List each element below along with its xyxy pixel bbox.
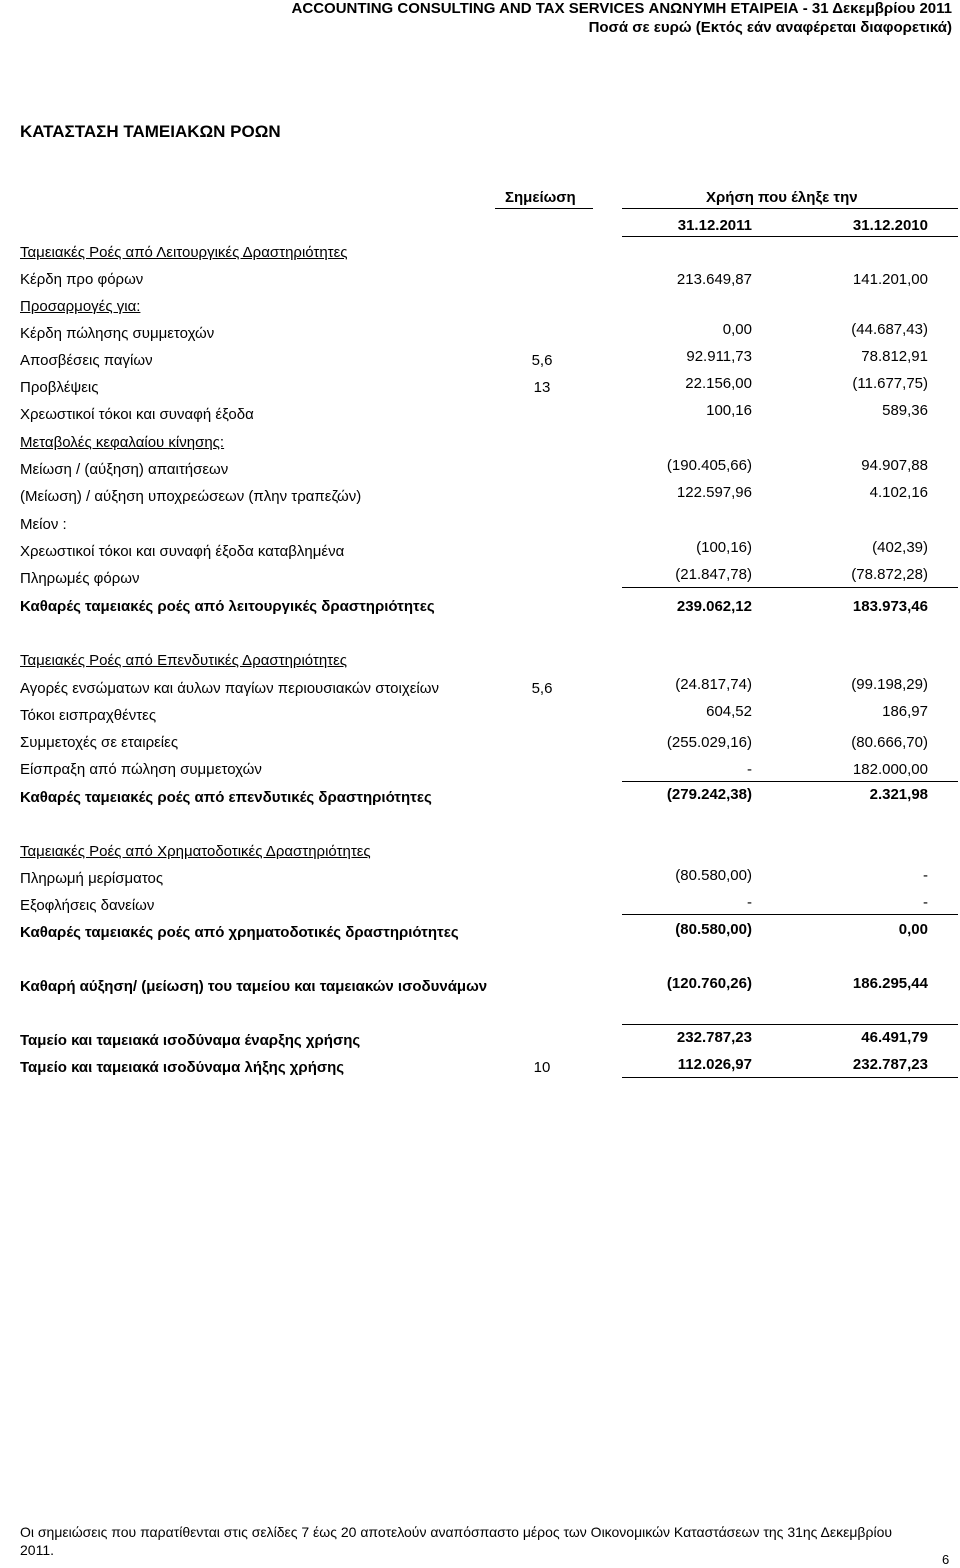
note-ref: 5,6 [531, 680, 553, 697]
balance-rule-bottom [622, 1077, 958, 1078]
investing-total-label: Καθαρές ταμειακές ροές από επενδυτικές δραστηριότητες [20, 789, 432, 806]
value-2010: (44.687,43) [851, 321, 928, 338]
cash-begin-2011: 232.787,23 [676, 1029, 752, 1046]
value-2010: (80.666,70) [851, 734, 928, 751]
financing-total-label: Καθαρές ταμειακές ροές από χρηματοδοτικές δραστηριότητες [20, 924, 459, 941]
value-2011: 604,52 [706, 703, 752, 720]
period-header-underline [622, 208, 958, 209]
row-label: Μείωση / (αύξηση) απαιτήσεων [20, 461, 229, 478]
year-2010-header: 31.12.2010 [852, 217, 928, 234]
value-2011: 92.911,73 [686, 348, 752, 365]
value-2010: 78.812,91 [861, 348, 928, 365]
row-label: Κέρδη προ φόρων [20, 271, 144, 288]
net-change-label: Καθαρή αύξηση/ (μείωση) του ταμείου και ταμειακών ισοδυνάμων [20, 978, 488, 995]
row-label: Προσαρμογές για: [20, 298, 141, 315]
note-ref: 10 [533, 1059, 551, 1076]
operating-total-label: Καθαρές ταμειακές ροές από λειτουργικές δραστηριότητες [20, 598, 435, 615]
value-2011: 22.156,00 [685, 375, 752, 392]
note-header-underline [495, 208, 593, 209]
net-change-2010: 186.295,44 [852, 975, 928, 992]
row-label: Πληρωμή μερίσματος [20, 870, 164, 887]
row-label: Είσπραξη από πώληση συμμετοχών [20, 761, 262, 778]
value-2010: 186,97 [882, 703, 928, 720]
cash-begin-2010: 46.491,79 [861, 1029, 928, 1046]
cash-end-label: Ταμείο και ταμειακά ισοδύναμα λήξης χρήσης [20, 1059, 345, 1076]
note-ref: 5,6 [531, 352, 553, 369]
value-2010: 141.201,00 [852, 271, 928, 288]
value-2011: 213.649,87 [676, 271, 752, 288]
value-2010: 182.000,00 [852, 761, 928, 778]
investing-total-2010: 2.321,98 [869, 786, 928, 803]
value-2010: 4.102,16 [869, 484, 928, 501]
subtotal-rule [622, 587, 958, 588]
cash-end-2011: 112.026,97 [677, 1056, 752, 1073]
row-label: Μείον : [20, 516, 67, 533]
note-ref: 13 [533, 379, 551, 396]
row-label: Προβλέψεις [20, 379, 99, 396]
value-2011: 122.597,96 [676, 484, 752, 501]
financing-total-2010: 0,00 [898, 921, 928, 938]
investing-total-2011: (279.242,38) [666, 786, 752, 803]
operating-heading: Ταμειακές Ροές από Λειτουργικές Δραστηριότητες [20, 244, 348, 261]
subtotal-rule [622, 781, 958, 782]
subtotal-rule [622, 914, 958, 915]
currency-note: Ποσά σε ευρώ (Εκτός εάν αναφέρεται διαφορετικά) [588, 19, 952, 36]
row-label: Χρεωστικοί τόκοι και συναφή έξοδα [20, 406, 254, 423]
value-2010: 589,36 [882, 402, 928, 419]
note-column-header: Σημείωση [505, 189, 576, 206]
row-label: (Μείωση) / αύξηση υποχρεώσεων (πλην τραπεζών) [20, 488, 362, 505]
row-label: Αγορές ενσώματων και άυλων παγίων περιουσιακών στοιχείων [20, 680, 439, 697]
financing-heading: Ταμειακές Ροές από Χρηματοδοτικές Δραστηριότητες [20, 843, 371, 860]
value-2010: 94.907,88 [861, 457, 928, 474]
year-header-underline [622, 236, 958, 237]
footer-note-continued: 2011. [20, 1542, 54, 1558]
row-label: Τόκοι εισπραχθέντες [20, 707, 157, 724]
value-2010: (78.872,28) [851, 566, 928, 583]
value-2011: (80.580,00) [675, 867, 752, 884]
value-2011: - [747, 761, 752, 778]
row-label: Αποσβέσεις παγίων [20, 352, 153, 369]
value-2010: (402,39) [872, 539, 928, 556]
value-2011: 0,00 [722, 321, 752, 338]
value-2011: (24.817,74) [675, 676, 752, 693]
company-header: ACCOUNTING CONSULTING AND TAX SERVICES ΑΝΩΝΥΜΗ ΕΤΑΙΡΕΙΑ - 31 Δεκεμβρίου 2011 [291, 0, 952, 17]
row-label: Χρεωστικοί τόκοι και συναφή έξοδα καταβλημένα [20, 543, 345, 560]
value-2010: (99.198,29) [851, 676, 928, 693]
footer-note: Οι σημειώσεις που παρατίθενται στις σελίδες 7 έως 20 αποτελούν αναπόσπαστο μέρος των Οικονομικών Καταστάσεων της 31ης Δεκεμβρίου [20, 1524, 893, 1540]
investing-heading: Ταμειακές Ροές από Επενδυτικές Δραστηριότητες [20, 652, 348, 669]
value-2011: - [747, 894, 752, 911]
page-title: ΚΑΤΑΣΤΑΣΗ ΤΑΜΕΙΑΚΩΝ ΡΟΩΝ [20, 122, 281, 141]
balance-rule-top [622, 1024, 958, 1025]
value-2011: (100,16) [696, 539, 752, 556]
page-number: 6 [942, 1552, 950, 1567]
cash-begin-label: Ταμείο και ταμειακά ισοδύναμα έναρξης χρήσης [20, 1032, 361, 1049]
value-2010: - [923, 894, 928, 911]
value-2010: - [923, 867, 928, 884]
year-2011-header: 31.12.2011 [677, 217, 752, 234]
value-2011: (255.029,16) [666, 734, 752, 751]
value-2010: (11.677,75) [852, 375, 928, 392]
row-label: Εξοφλήσεις δανείων [20, 897, 155, 914]
row-label: Μεταβολές κεφαλαίου κίνησης: [20, 434, 225, 451]
value-2011: (21.847,78) [675, 566, 752, 583]
financing-total-2011: (80.580,00) [675, 921, 752, 938]
row-label: Κέρδη πώλησης συμμετοχών [20, 325, 215, 342]
net-change-2011: (120.760,26) [666, 975, 752, 992]
value-2011: (190.405,66) [666, 457, 752, 474]
period-column-header: Χρήση που έληξε την [706, 189, 858, 206]
cash-end-2010: 232.787,23 [852, 1056, 928, 1073]
operating-total-2010: 183.973,46 [852, 598, 928, 615]
row-label: Πληρωμές φόρων [20, 570, 140, 587]
row-label: Συμμετοχές σε εταιρείες [20, 734, 179, 751]
operating-total-2011: 239.062,12 [676, 598, 752, 615]
value-2011: 100,16 [706, 402, 752, 419]
